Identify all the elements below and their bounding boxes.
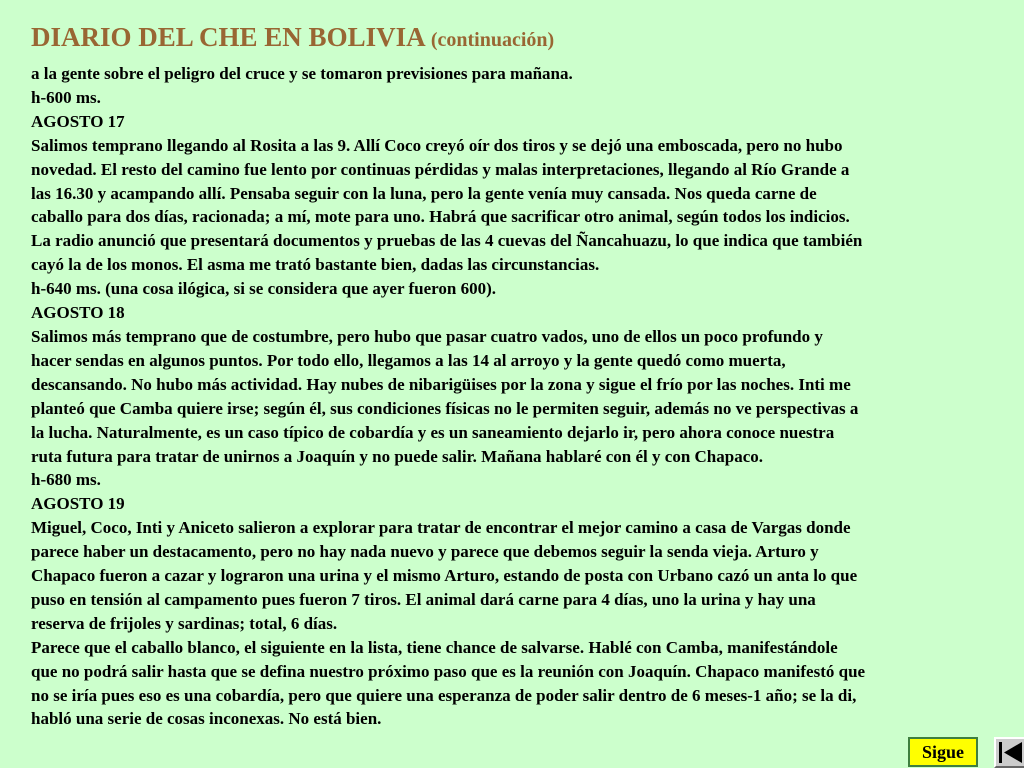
- text-line: La radio anunció que presentará documentos y pruebas de las 4 cuevas del Ñancahuazu, lo que indica que también: [31, 231, 863, 251]
- page-title-subtitle: (continuación): [430, 29, 555, 51]
- diary-text: [31, 62, 1016, 731]
- text-line: novedad. El resto del camino fue lento por continuas pérdidas y malas interpretaciones, llegando al Río Grande a: [31, 159, 850, 179]
- text-line: cayó la de los monos. El asma me trató bastante bien, dadas las circunstancias.: [31, 255, 600, 275]
- page-title-main: DIARIO DEL CHE EN BOLIVIA: [31, 22, 425, 52]
- text-line: habló una serie de cosas inconexas. No está bien.: [31, 709, 382, 729]
- text-line: no se iría pues eso es una cobardía, pero que quiere una esperanza de poder salir dentro de 6 meses-1 año; se la di,: [31, 685, 857, 705]
- text-line: h-680 ms.: [31, 470, 101, 490]
- skip-to-end-icon: [996, 739, 1024, 766]
- text-line: Chapaco fueron a cazar y lograron una urina y el mismo Arturo, estando de posta con Urbano cazó un anta lo que: [31, 566, 858, 586]
- text-line: Miguel, Coco, Inti y Aniceto salieron a explorar para tratar de encontrar el mejor camino a casa de Vargas donde: [31, 518, 851, 538]
- text-line: Salimos más temprano que de costumbre, pero hubo que pasar cuatro vados, uno de ellos un poco profundo y: [31, 326, 823, 346]
- text-line: ruta futura para tratar de unirnos a Joaquín y no puede salir. Mañana hablaré con él y con Chapaco.: [31, 446, 764, 466]
- end-button[interactable]: [994, 737, 1024, 768]
- date-heading: AGOSTO 17: [31, 111, 125, 131]
- text-line: que no podrá salir hasta que se defina nuestro próximo paso que es la reunión con Joaquín. Chapaco manifestó que: [31, 661, 866, 681]
- text-line: reserva de frijoles y sardinas; total, 6 días.: [31, 613, 338, 633]
- text-line: planteó que Camba quiere irse; según él, sus condiciones físicas no le permiten seguir, además no ve perspectivas a: [31, 398, 859, 418]
- date-heading: AGOSTO 19: [31, 494, 125, 514]
- text-line: h-640 ms. (una cosa ilógica, si se considera que ayer fueron 600).: [31, 279, 496, 299]
- text-line: caballo para dos días, racionada; a mí, mote para uno. Habrá que sacrificar otro animal, según todos los indicios.: [31, 207, 850, 227]
- text-line: Salimos temprano llegando al Rosita a las 9. Allí Coco creyó oír dos tiros y se dejó una emboscada, pero no hubo: [31, 135, 843, 155]
- text-line: puso en tensión al campamento pues fueron 7 tiros. El animal dará carne para 4 días, uno la urina y hay una: [31, 589, 816, 609]
- text-line: parece haber un destacamento, pero no hay nada nuevo y parece que debemos seguir la senda vieja. Arturo y: [31, 542, 819, 562]
- next-button[interactable]: Sigue: [908, 737, 978, 767]
- date-heading: AGOSTO 18: [31, 303, 125, 323]
- text-line: hacer sendas en algunos puntos. Por todo ello, llegamos a las 14 al arroyo y la gente quedó como muerta,: [31, 350, 786, 370]
- text-line: h-600 ms.: [31, 87, 101, 107]
- text-line: las 16.30 y acampando allí. Pensaba seguir con la luna, pero la gente venía muy cansada. Nos queda carne de: [31, 183, 817, 203]
- text-line: a la gente sobre el peligro del cruce y se tomaron previsiones para mañana.: [31, 64, 573, 83]
- text-line: descansando. No hubo más actividad. Hay nubes de nibarigüises por la zona y sigue el frío por las noches. Inti me: [31, 374, 851, 394]
- text-line: la lucha. Naturalmente, es un caso típico de cobardía y es un saneamiento dejarlo ir, pero ahora conoce nuestra: [31, 422, 835, 442]
- page-title: [31, 19, 554, 58]
- text-line: Parece que el caballo blanco, el siguiente en la lista, tiene chance de salvarse. Hablé con Camba, manifestándole: [31, 637, 838, 657]
